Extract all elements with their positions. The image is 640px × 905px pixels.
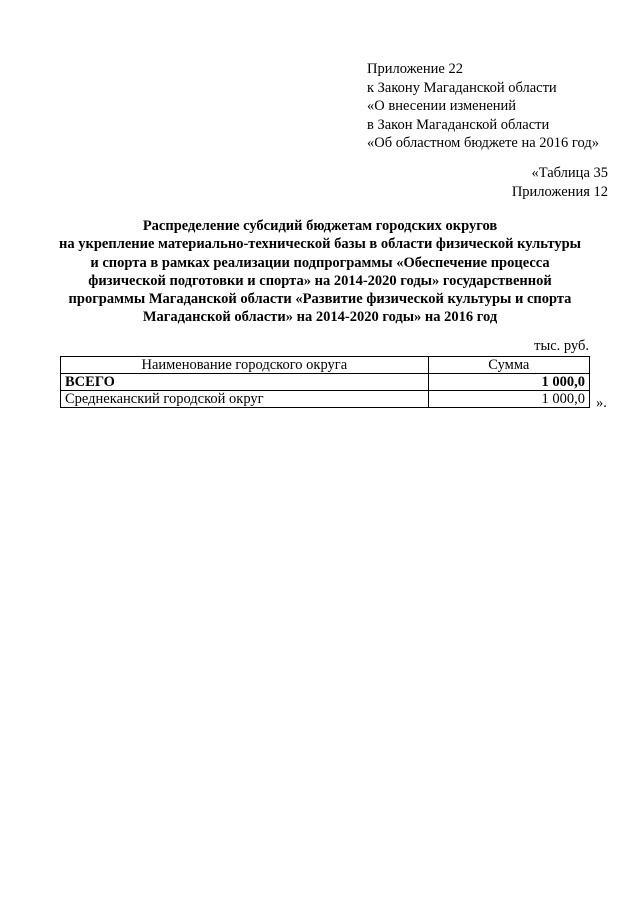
table-reference [512, 164, 608, 201]
row-name: Среднеканский городской округ [61, 391, 429, 408]
table-header-row [61, 357, 590, 374]
title-line: Распределение субсидий бюджетам городских округов [142, 218, 498, 234]
total-name: ВСЕГО [61, 374, 429, 391]
annex-line: «Об областном бюджете на 2016 год» [367, 135, 599, 151]
header-sum: Сумма [428, 357, 589, 374]
title-line: на укрепление материально-технической базы в области физической культуры [59, 236, 581, 253]
title-line: программы Магаданской области «Развитие физической культуры и спорта [68, 291, 572, 308]
title-line: физической подготовки и спорта» на 2014-2020 годы» государственной [88, 272, 552, 289]
title-line: Магаданской области» на 2014-2020 годы» на 2016 год [142, 309, 498, 326]
annex-line: в Закон Магаданской области [367, 116, 550, 133]
title-line: и спорта в рамках реализации подпрограммы «Обеспечение процесса [90, 254, 550, 271]
subsidy-table [60, 356, 590, 408]
table-row [61, 391, 590, 408]
annex-line: Приложение 22 [367, 61, 463, 77]
document-title [40, 217, 600, 327]
total-sum: 1 000,0 [428, 374, 589, 391]
annex-line: к Закону Магаданской области [367, 79, 557, 96]
annex-header [367, 60, 599, 153]
row-sum: 1 000,0 [428, 391, 589, 408]
table-ref-line: Приложения 12 [511, 183, 608, 200]
closing-quote-mark: ». [596, 395, 607, 411]
units-label: тыс. руб. [534, 338, 589, 354]
table-ref-line: «Таблица 35 [531, 165, 608, 181]
header-name: Наименование городского округа [61, 357, 429, 374]
annex-line: «О внесении изменений [367, 98, 517, 114]
table-total-row [61, 374, 590, 391]
